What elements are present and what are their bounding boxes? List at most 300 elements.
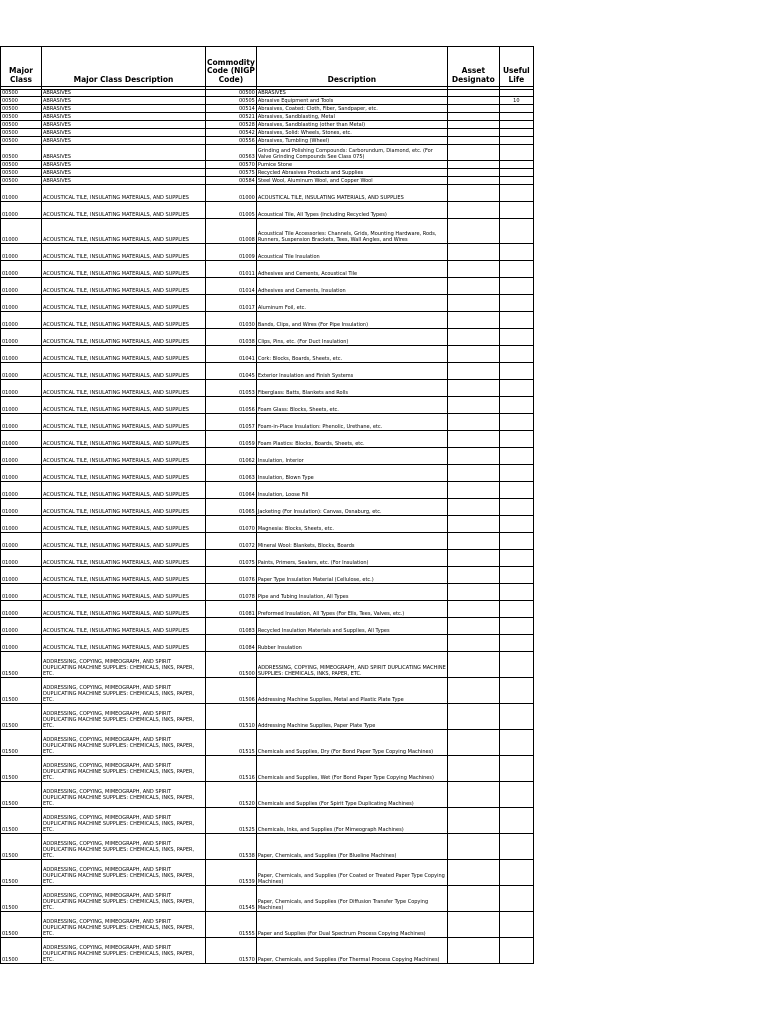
major-class-description-cell: ACOUSTICAL TILE, INSULATING MATERIALS, AND SUPPLIES <box>42 414 206 431</box>
useful-life-cell <box>499 129 533 137</box>
commodity-code-cell: 01017 <box>206 295 257 312</box>
major-class-description-cell: ACOUSTICAL TILE, INSULATING MATERIALS, AND SUPPLIES <box>42 329 206 346</box>
table-body <box>1 90 534 964</box>
major-class-cell: 01000 <box>1 499 42 516</box>
description-cell: Exterior Insulation and Finish Systems <box>256 363 447 380</box>
asset-designator-cell <box>447 261 499 278</box>
major-class-description-cell: ABRASIVES <box>42 105 206 113</box>
description-cell: Paper, Chemicals, and Supplies (For Diffusion Transfer Type Copying Machines) <box>256 886 447 912</box>
major-class-cell: 01500 <box>1 678 42 704</box>
description-cell: Magnesia: Blocks, Sheets, etc. <box>256 516 447 533</box>
major-class-description-cell: ADDRESSING, COPYING, MIMEOGRAPH, AND SPIRIT DUPLICATING MACHINE SUPPLIES: CHEMICALS, INKS, PAPER, ETC. <box>42 730 206 756</box>
major-class-description-cell: ABRASIVES <box>42 177 206 185</box>
commodity-code-cell: 01515 <box>206 730 257 756</box>
header-row <box>1 47 534 87</box>
table-row <box>1 652 534 678</box>
commodity-code-cell: 00556 <box>206 137 257 145</box>
major-class-description-cell: ACOUSTICAL TILE, INSULATING MATERIALS, AND SUPPLIES <box>42 202 206 219</box>
description-cell: Mineral Wool: Blankets, Blocks, Boards <box>256 533 447 550</box>
description-cell: Chemicals and Supplies, Dry (For Bond Paper Type Copying Machines) <box>256 730 447 756</box>
asset-designator-cell <box>447 834 499 860</box>
asset-designator-cell <box>447 635 499 652</box>
asset-designator-cell <box>447 808 499 834</box>
major-class-cell: 01000 <box>1 329 42 346</box>
description-cell: Insulation, Loose Fill <box>256 482 447 499</box>
major-class-cell: 01000 <box>1 635 42 652</box>
description-cell: Chemicals and Supplies (For Spirit Type Duplicating Machines) <box>256 782 447 808</box>
description-cell: Paper, Chemicals, and Supplies (For Coated or Treated Paper Type Copying Machines) <box>256 860 447 886</box>
useful-life-cell <box>499 121 533 129</box>
asset-designator-cell <box>447 169 499 177</box>
commodity-code-cell: 01078 <box>206 584 257 601</box>
useful-life-cell <box>499 295 533 312</box>
useful-life-cell <box>499 533 533 550</box>
commodity-code-cell: 01063 <box>206 465 257 482</box>
useful-life-cell <box>499 185 533 202</box>
major-class-cell: 00500 <box>1 137 42 145</box>
asset-designator-cell <box>447 145 499 161</box>
commodity-code-cell: 01076 <box>206 567 257 584</box>
table-row <box>1 90 534 97</box>
major-class-cell: 01000 <box>1 414 42 431</box>
commodity-code-cell: 01062 <box>206 448 257 465</box>
major-class-cell: 00500 <box>1 90 42 97</box>
major-class-cell: 01000 <box>1 601 42 618</box>
table-row <box>1 295 534 312</box>
description-cell: Acoustical Tile Accessories: Channels, Grids, Mounting Hardware, Rods, Runners, Suspension Brackets, Tees, Wall Angles, and Wires <box>256 219 447 244</box>
description-cell: Rubber Insulation <box>256 635 447 652</box>
asset-designator-cell <box>447 137 499 145</box>
commodity-code-cell: 01570 <box>206 938 257 964</box>
major-class-description-cell: ADDRESSING, COPYING, MIMEOGRAPH, AND SPIRIT DUPLICATING MACHINE SUPPLIES: CHEMICALS, INKS, PAPER, ETC. <box>42 938 206 964</box>
asset-designator-cell <box>447 312 499 329</box>
major-class-cell: 01000 <box>1 533 42 550</box>
major-class-description-cell: ACOUSTICAL TILE, INSULATING MATERIALS, AND SUPPLIES <box>42 601 206 618</box>
useful-life-cell: 10 <box>499 97 533 105</box>
useful-life-cell <box>499 414 533 431</box>
commodity-code-cell: 01545 <box>206 886 257 912</box>
asset-designator-cell <box>447 129 499 137</box>
major-class-cell: 01000 <box>1 431 42 448</box>
table-row <box>1 261 534 278</box>
commodity-code-cell: 01057 <box>206 414 257 431</box>
description-cell: Insulation, Interior <box>256 448 447 465</box>
table-row <box>1 499 534 516</box>
table-row <box>1 145 534 161</box>
table-row <box>1 177 534 185</box>
major-class-cell: 00500 <box>1 161 42 169</box>
major-class-description-cell: ABRASIVES <box>42 97 206 105</box>
description-cell: Paper and Supplies (For Dual Spectrum Process Copying Machines) <box>256 912 447 938</box>
useful-life-cell <box>499 113 533 121</box>
major-class-cell: 01000 <box>1 618 42 635</box>
major-class-description-cell: ADDRESSING, COPYING, MIMEOGRAPH, AND SPIRIT DUPLICATING MACHINE SUPPLIES: CHEMICALS, INKS, PAPER, ETC. <box>42 834 206 860</box>
major-class-cell: 00500 <box>1 121 42 129</box>
major-class-description-cell: ACOUSTICAL TILE, INSULATING MATERIALS, AND SUPPLIES <box>42 295 206 312</box>
major-class-description-cell: ACOUSTICAL TILE, INSULATING MATERIALS, AND SUPPLIES <box>42 567 206 584</box>
commodity-code-cell: 01525 <box>206 808 257 834</box>
major-class-cell: 00500 <box>1 177 42 185</box>
major-class-description-cell: ACOUSTICAL TILE, INSULATING MATERIALS, AND SUPPLIES <box>42 312 206 329</box>
major-class-description-cell: ADDRESSING, COPYING, MIMEOGRAPH, AND SPIRIT DUPLICATING MACHINE SUPPLIES: CHEMICALS, INKS, PAPER, ETC. <box>42 912 206 938</box>
asset-designator-cell <box>447 756 499 782</box>
asset-designator-cell <box>447 465 499 482</box>
description-cell: Abrasives, Sandblasting, Metal <box>256 113 447 121</box>
useful-life-cell <box>499 169 533 177</box>
commodity-code-cell: 00570 <box>206 161 257 169</box>
commodity-code-cell: 00505 <box>206 97 257 105</box>
major-class-cell: 00500 <box>1 169 42 177</box>
major-class-description-cell: ADDRESSING, COPYING, MIMEOGRAPH, AND SPIRIT DUPLICATING MACHINE SUPPLIES: CHEMICALS, INKS, PAPER, ETC. <box>42 782 206 808</box>
asset-designator-cell <box>447 161 499 169</box>
major-class-description-cell: ACOUSTICAL TILE, INSULATING MATERIALS, AND SUPPLIES <box>42 363 206 380</box>
description-cell: Recycled Abrasives Products and Supplies <box>256 169 447 177</box>
description-cell: Chemicals and Supplies, Wet (For Bond Paper Type Copying Machines) <box>256 756 447 782</box>
table-row <box>1 938 534 964</box>
useful-life-cell <box>499 177 533 185</box>
table-row <box>1 465 534 482</box>
commodity-code-cell: 00542 <box>206 129 257 137</box>
description-cell: Abrasives, Coated: Cloth, Fiber, Sandpaper, etc. <box>256 105 447 113</box>
asset-designator-cell <box>447 380 499 397</box>
useful-life-cell <box>499 380 533 397</box>
commodity-code-cell: 01075 <box>206 550 257 567</box>
useful-life-cell <box>499 363 533 380</box>
description-cell: Abrasives, Sandblasting (other than Metal) <box>256 121 447 129</box>
header-commodity-code: Commodity Code (NIGP Code) <box>206 47 257 87</box>
description-cell: Paper Type Insulation Material (Cellulose, etc.) <box>256 567 447 584</box>
major-class-description-cell: ACOUSTICAL TILE, INSULATING MATERIALS, AND SUPPLIES <box>42 244 206 261</box>
commodity-code-cell: 01520 <box>206 782 257 808</box>
table-row <box>1 860 534 886</box>
header-useful-life: Useful Life <box>499 47 533 87</box>
major-class-cell: 01000 <box>1 312 42 329</box>
table-row <box>1 363 534 380</box>
asset-designator-cell <box>447 346 499 363</box>
major-class-description-cell: ACOUSTICAL TILE, INSULATING MATERIALS, AND SUPPLIES <box>42 448 206 465</box>
major-class-description-cell: ACOUSTICAL TILE, INSULATING MATERIALS, AND SUPPLIES <box>42 397 206 414</box>
table-row <box>1 886 534 912</box>
description-cell: ADDRESSING, COPYING, MIMEOGRAPH, AND SPIRIT DUPLICATING MACHINE SUPPLIES: CHEMICALS, INKS, PAPER, ETC. <box>256 652 447 678</box>
description-cell: Recycled Insulation Materials and Supplies, All Types <box>256 618 447 635</box>
commodity-code-cell: 01011 <box>206 261 257 278</box>
table-row <box>1 312 534 329</box>
asset-designator-cell <box>447 550 499 567</box>
commodity-code-cell: 01038 <box>206 329 257 346</box>
major-class-description-cell: ABRASIVES <box>42 90 206 97</box>
table-row <box>1 756 534 782</box>
major-class-description-cell: ABRASIVES <box>42 121 206 129</box>
commodity-code-cell: 01059 <box>206 431 257 448</box>
commodity-code-cell: 01065 <box>206 499 257 516</box>
major-class-cell: 01000 <box>1 244 42 261</box>
table-row <box>1 97 534 105</box>
asset-designator-cell <box>447 618 499 635</box>
major-class-description-cell: ABRASIVES <box>42 169 206 177</box>
major-class-cell: 01000 <box>1 465 42 482</box>
major-class-cell: 01500 <box>1 938 42 964</box>
major-class-cell: 00500 <box>1 129 42 137</box>
asset-designator-cell <box>447 278 499 295</box>
commodity-code-cell: 01056 <box>206 397 257 414</box>
major-class-description-cell: ABRASIVES <box>42 137 206 145</box>
major-class-cell: 01000 <box>1 550 42 567</box>
major-class-description-cell: ACOUSTICAL TILE, INSULATING MATERIALS, AND SUPPLIES <box>42 261 206 278</box>
useful-life-cell <box>499 516 533 533</box>
major-class-cell: 01500 <box>1 652 42 678</box>
header-description: Description <box>256 47 447 87</box>
major-class-cell: 01000 <box>1 567 42 584</box>
asset-designator-cell <box>447 567 499 584</box>
table-row <box>1 329 534 346</box>
major-class-description-cell: ABRASIVES <box>42 129 206 137</box>
table-row <box>1 121 534 129</box>
major-class-cell: 00500 <box>1 105 42 113</box>
major-class-description-cell: ACOUSTICAL TILE, INSULATING MATERIALS, AND SUPPLIES <box>42 533 206 550</box>
useful-life-cell <box>499 431 533 448</box>
table-row <box>1 730 534 756</box>
commodity-code-cell: 00521 <box>206 113 257 121</box>
commodity-code-cell: 01070 <box>206 516 257 533</box>
asset-designator-cell <box>447 448 499 465</box>
table-row <box>1 129 534 137</box>
useful-life-cell <box>499 105 533 113</box>
description-cell: Acoustical Tile, All Types (Including Recycled Types) <box>256 202 447 219</box>
useful-life-cell <box>499 329 533 346</box>
asset-designator-cell <box>447 202 499 219</box>
useful-life-cell <box>499 912 533 938</box>
major-class-cell: 01500 <box>1 834 42 860</box>
major-class-description-cell: ABRASIVES <box>42 145 206 161</box>
table-row <box>1 202 534 219</box>
major-class-description-cell: ADDRESSING, COPYING, MIMEOGRAPH, AND SPIRIT DUPLICATING MACHINE SUPPLIES: CHEMICALS, INKS, PAPER, ETC. <box>42 808 206 834</box>
header-major-class: Major Class <box>1 47 42 87</box>
commodity-code-cell: 01081 <box>206 601 257 618</box>
table-row <box>1 219 534 244</box>
useful-life-cell <box>499 678 533 704</box>
asset-designator-cell <box>447 363 499 380</box>
description-cell: Preformed Insulation, All Types (For Ells, Tees, Valves, etc.) <box>256 601 447 618</box>
commodity-code-cell: 00514 <box>206 105 257 113</box>
commodity-code-cell: 01555 <box>206 912 257 938</box>
major-class-description-cell: ADDRESSING, COPYING, MIMEOGRAPH, AND SPIRIT DUPLICATING MACHINE SUPPLIES: CHEMICALS, INKS, PAPER, ETC. <box>42 886 206 912</box>
asset-designator-cell <box>447 886 499 912</box>
major-class-cell: 01000 <box>1 185 42 202</box>
description-cell: Grinding and Polishing Compounds: Carborundum, Diamond, etc. (For Valve Grinding Compounds See Class 075) <box>256 145 447 161</box>
major-class-cell: 01000 <box>1 346 42 363</box>
useful-life-cell <box>499 756 533 782</box>
table-row <box>1 618 534 635</box>
useful-life-cell <box>499 219 533 244</box>
commodity-code-cell: 01053 <box>206 380 257 397</box>
description-cell: Clips, Pins, etc. (For Duct Insulation) <box>256 329 447 346</box>
asset-designator-cell <box>447 397 499 414</box>
useful-life-cell <box>499 618 533 635</box>
useful-life-cell <box>499 90 533 97</box>
table-row <box>1 567 534 584</box>
major-class-cell: 01500 <box>1 808 42 834</box>
major-class-cell: 01500 <box>1 782 42 808</box>
table-row <box>1 137 534 145</box>
major-class-description-cell: ACOUSTICAL TILE, INSULATING MATERIALS, AND SUPPLIES <box>42 380 206 397</box>
description-cell: Foam-in-Place Insulation: Phenolic, Urethane, etc. <box>256 414 447 431</box>
asset-designator-cell <box>447 516 499 533</box>
useful-life-cell <box>499 244 533 261</box>
header-major-class-description: Major Class Description <box>42 47 206 87</box>
major-class-cell: 01000 <box>1 202 42 219</box>
description-cell: ACOUSTICAL TILE, INSULATING MATERIALS, AND SUPPLIES <box>256 185 447 202</box>
major-class-cell: 01000 <box>1 397 42 414</box>
description-cell: Acoustical Tile Insulation <box>256 244 447 261</box>
useful-life-cell <box>499 145 533 161</box>
table-row <box>1 550 534 567</box>
table-row <box>1 448 534 465</box>
commodity-code-cell: 01083 <box>206 618 257 635</box>
major-class-cell: 01500 <box>1 860 42 886</box>
table-row <box>1 105 534 113</box>
commodity-code-cell: 01084 <box>206 635 257 652</box>
description-cell: Cork: Blocks, Boards, Sheets, etc. <box>256 346 447 363</box>
major-class-cell: 01000 <box>1 363 42 380</box>
description-cell: Chemicals, Inks, and Supplies (For Mimeograph Machines) <box>256 808 447 834</box>
description-cell: Fiberglass: Batts, Blankets and Rolls <box>256 380 447 397</box>
major-class-cell: 00500 <box>1 97 42 105</box>
major-class-description-cell: ACOUSTICAL TILE, INSULATING MATERIALS, AND SUPPLIES <box>42 550 206 567</box>
useful-life-cell <box>499 782 533 808</box>
useful-life-cell <box>499 860 533 886</box>
commodity-code-cell: 01005 <box>206 202 257 219</box>
major-class-description-cell: ADDRESSING, COPYING, MIMEOGRAPH, AND SPIRIT DUPLICATING MACHINE SUPPLIES: CHEMICALS, INKS, PAPER, ETC. <box>42 678 206 704</box>
description-cell: Pipe and Tubing Insulation, All Types <box>256 584 447 601</box>
major-class-description-cell: ACOUSTICAL TILE, INSULATING MATERIALS, AND SUPPLIES <box>42 465 206 482</box>
asset-designator-cell <box>447 329 499 346</box>
description-cell: Foam Glass: Blocks, Sheets, etc. <box>256 397 447 414</box>
major-class-description-cell: ACOUSTICAL TILE, INSULATING MATERIALS, AND SUPPLIES <box>42 278 206 295</box>
major-class-description-cell: ACOUSTICAL TILE, INSULATING MATERIALS, AND SUPPLIES <box>42 185 206 202</box>
asset-designator-cell <box>447 90 499 97</box>
table-row <box>1 912 534 938</box>
asset-designator-cell <box>447 244 499 261</box>
asset-designator-cell <box>447 533 499 550</box>
useful-life-cell <box>499 137 533 145</box>
asset-designator-cell <box>447 601 499 618</box>
commodity-code-cell: 00500 <box>206 90 257 97</box>
major-class-description-cell: ABRASIVES <box>42 161 206 169</box>
asset-designator-cell <box>447 704 499 730</box>
useful-life-cell <box>499 161 533 169</box>
description-cell: Aluminum Foil, etc. <box>256 295 447 312</box>
description-cell: Addressing Machine Supplies, Paper Plate Type <box>256 704 447 730</box>
description-cell: Paints, Primers, Sealers, etc. (For Insulation) <box>256 550 447 567</box>
description-cell: Paper, Chemicals, and Supplies (For Blueline Machines) <box>256 834 447 860</box>
description-cell: Adhesives and Cements, Insulation <box>256 278 447 295</box>
asset-designator-cell <box>447 185 499 202</box>
table-row <box>1 346 534 363</box>
table-row <box>1 278 534 295</box>
useful-life-cell <box>499 567 533 584</box>
table-row <box>1 113 534 121</box>
commodity-code-cell: 01000 <box>206 185 257 202</box>
major-class-cell: 01000 <box>1 295 42 312</box>
description-cell: Abrasive Equipment and Tools <box>256 97 447 105</box>
commodity-code-cell: 01506 <box>206 678 257 704</box>
table-row <box>1 169 534 177</box>
table-row <box>1 834 534 860</box>
major-class-description-cell: ACOUSTICAL TILE, INSULATING MATERIALS, AND SUPPLIES <box>42 584 206 601</box>
table-row <box>1 244 534 261</box>
major-class-description-cell: ACOUSTICAL TILE, INSULATING MATERIALS, AND SUPPLIES <box>42 219 206 244</box>
major-class-cell: 01000 <box>1 380 42 397</box>
useful-life-cell <box>499 601 533 618</box>
useful-life-cell <box>499 482 533 499</box>
description-cell: Abrasives, Tumbling (Wheel) <box>256 137 447 145</box>
major-class-description-cell: ACOUSTICAL TILE, INSULATING MATERIALS, AND SUPPLIES <box>42 516 206 533</box>
major-class-cell: 01000 <box>1 278 42 295</box>
commodity-code-cell: 01510 <box>206 704 257 730</box>
commodity-code-cell: 00575 <box>206 169 257 177</box>
commodity-code-cell: 01516 <box>206 756 257 782</box>
description-cell: Adhesives and Cements, Acoustical Tile <box>256 261 447 278</box>
major-class-description-cell: ACOUSTICAL TILE, INSULATING MATERIALS, AND SUPPLIES <box>42 635 206 652</box>
useful-life-cell <box>499 550 533 567</box>
major-class-cell: 01000 <box>1 482 42 499</box>
major-class-cell: 01500 <box>1 912 42 938</box>
asset-designator-cell <box>447 860 499 886</box>
useful-life-cell <box>499 202 533 219</box>
major-class-cell: 01500 <box>1 756 42 782</box>
major-class-description-cell: ABRASIVES <box>42 113 206 121</box>
header-asset-designator: Asset Designato <box>447 47 499 87</box>
useful-life-cell <box>499 312 533 329</box>
asset-designator-cell <box>447 782 499 808</box>
major-class-cell: 01000 <box>1 448 42 465</box>
major-class-description-cell: ADDRESSING, COPYING, MIMEOGRAPH, AND SPIRIT DUPLICATING MACHINE SUPPLIES: CHEMICALS, INKS, PAPER, ETC. <box>42 652 206 678</box>
major-class-cell: 01000 <box>1 261 42 278</box>
description-cell: ABRASIVES <box>256 90 447 97</box>
commodity-code-cell: 01064 <box>206 482 257 499</box>
commodity-code-cell: 01014 <box>206 278 257 295</box>
major-class-description-cell: ADDRESSING, COPYING, MIMEOGRAPH, AND SPIRIT DUPLICATING MACHINE SUPPLIES: CHEMICALS, INKS, PAPER, ETC. <box>42 756 206 782</box>
table-row <box>1 516 534 533</box>
asset-designator-cell <box>447 499 499 516</box>
table-row <box>1 161 534 169</box>
table-row <box>1 397 534 414</box>
commodity-code-cell: 01072 <box>206 533 257 550</box>
major-class-description-cell: ADDRESSING, COPYING, MIMEOGRAPH, AND SPIRIT DUPLICATING MACHINE SUPPLIES: CHEMICALS, INKS, PAPER, ETC. <box>42 704 206 730</box>
asset-designator-cell <box>447 912 499 938</box>
commodity-code-cell: 00584 <box>206 177 257 185</box>
major-class-description-cell: ACOUSTICAL TILE, INSULATING MATERIALS, AND SUPPLIES <box>42 618 206 635</box>
commodity-code-cell: 01041 <box>206 346 257 363</box>
useful-life-cell <box>499 448 533 465</box>
useful-life-cell <box>499 704 533 730</box>
useful-life-cell <box>499 808 533 834</box>
useful-life-cell <box>499 886 533 912</box>
table-row <box>1 601 534 618</box>
description-cell: Steel Wool, Aluminum Wool, and Copper Wool <box>256 177 447 185</box>
useful-life-cell <box>499 652 533 678</box>
useful-life-cell <box>499 938 533 964</box>
commodity-code-cell: 01538 <box>206 834 257 860</box>
description-cell: Paper, Chemicals, and Supplies (For Thermal Process Copying Machines) <box>256 938 447 964</box>
commodity-code-cell: 01500 <box>206 652 257 678</box>
asset-designator-cell <box>447 482 499 499</box>
major-class-cell: 00500 <box>1 145 42 161</box>
major-class-cell: 01500 <box>1 704 42 730</box>
commodity-code-cell: 01045 <box>206 363 257 380</box>
useful-life-cell <box>499 834 533 860</box>
major-class-cell: 01000 <box>1 219 42 244</box>
